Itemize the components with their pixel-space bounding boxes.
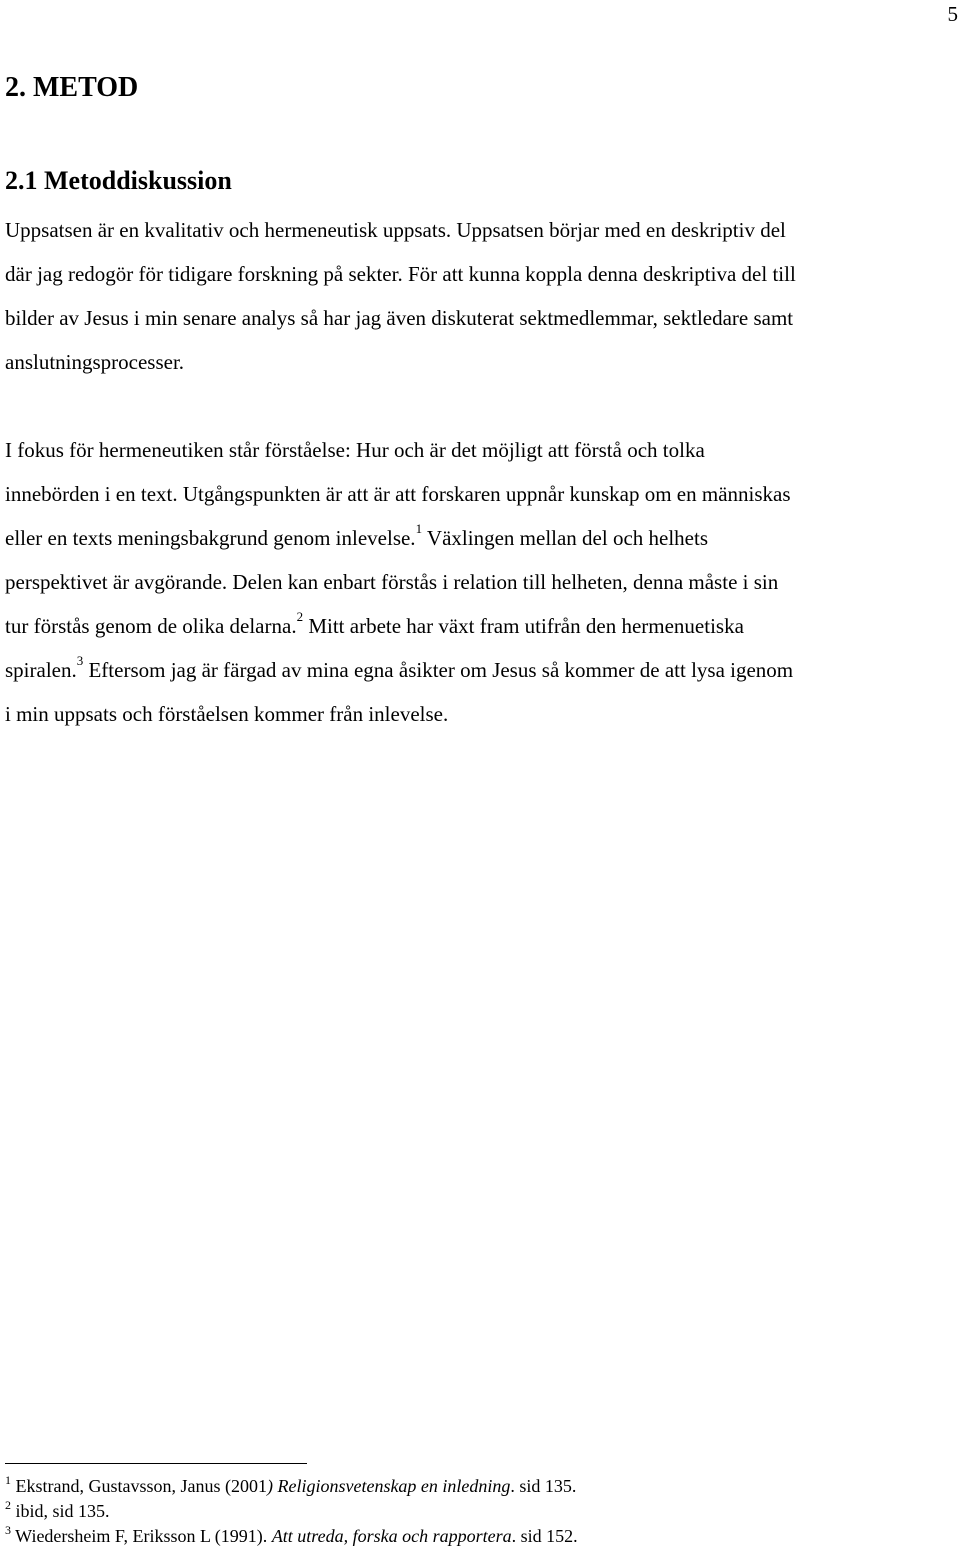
footnote-text: Wiedersheim F, Eriksson L (1991). — [11, 1526, 272, 1546]
footnote-number: 1 — [5, 1473, 11, 1487]
line-text: spiralen. — [5, 658, 77, 682]
paragraph-line: perspektivet är avgörande. Delen kan enbart förstås i relation till helheten, denna måste i sin — [5, 570, 779, 594]
paragraph-line: anslutningsprocesser. — [5, 350, 185, 374]
paragraph-line: där jag redogör för tidigare forskning på sekter. För att kunna koppla denna deskriptiva del till — [5, 262, 796, 286]
footnote-ref-1[interactable]: 1 — [415, 521, 423, 536]
footnote-text: Ekstrand, Gustavsson, Janus (2001 — [11, 1476, 267, 1496]
paragraph-line — [5, 516, 960, 560]
footnote-ref-2[interactable]: 2 — [296, 609, 304, 624]
paragraph-line: i min uppsats och förståelsen kommer från inlevelse. — [5, 702, 449, 726]
paragraph-hermeneutics — [5, 428, 960, 736]
footnote-text: . sid 135. — [510, 1476, 577, 1496]
line-text: tur förstås genom de olika delarna. — [5, 614, 297, 638]
paragraph-line: innebörden i en text. Utgångspunkten är att är att forskaren uppnår kunskap om en människas — [5, 482, 791, 506]
footnote-number: 2 — [5, 1498, 11, 1512]
paragraph-line — [5, 604, 960, 648]
paragraph-line: I fokus för hermeneutiken står förståelse: Hur och är det möjligt att förstå och tolka — [5, 438, 705, 462]
footnote-separator — [5, 1463, 307, 1464]
page-number: 5 — [947, 2, 958, 26]
section-heading: 2. METOD — [5, 72, 139, 103]
paragraph-line — [5, 648, 960, 692]
footnote-title: Att utreda, forska och rapportera — [271, 1526, 512, 1546]
line-text: eller en texts meningsbakgrund genom inlevelse. — [5, 526, 416, 550]
line-text: Mitt arbete har växt fram utifrån den hermenuetiska — [303, 614, 744, 638]
footnotes — [5, 1474, 578, 1549]
subsection-heading: 2.1 Metoddiskussion — [5, 166, 232, 195]
line-text: Växlingen mellan del och helhets — [422, 526, 709, 550]
footnote-1 — [5, 1474, 578, 1499]
paragraph-method-description — [5, 208, 960, 384]
footnote-number: 3 — [5, 1523, 11, 1537]
footnote-text: ibid, sid 135. — [11, 1501, 110, 1521]
footnote-title: ) Religionsvetenskap en inledning — [266, 1476, 511, 1496]
footnote-2 — [5, 1499, 578, 1524]
line-text: Eftersom jag är färgad av mina egna åsikter om Jesus så kommer de att lysa igenom — [83, 658, 794, 682]
paragraph-line: bilder av Jesus i min senare analys så har jag även diskuterat sektmedlemmar, sektledare samt — [5, 306, 794, 330]
footnote-ref-3[interactable]: 3 — [76, 653, 84, 668]
footnote-3 — [5, 1524, 578, 1549]
paragraph-line: Uppsatsen är en kvalitativ och hermeneutisk uppsats. Uppsatsen börjar med en deskriptiv del — [5, 218, 786, 242]
footnote-text: . sid 152. — [511, 1526, 578, 1546]
